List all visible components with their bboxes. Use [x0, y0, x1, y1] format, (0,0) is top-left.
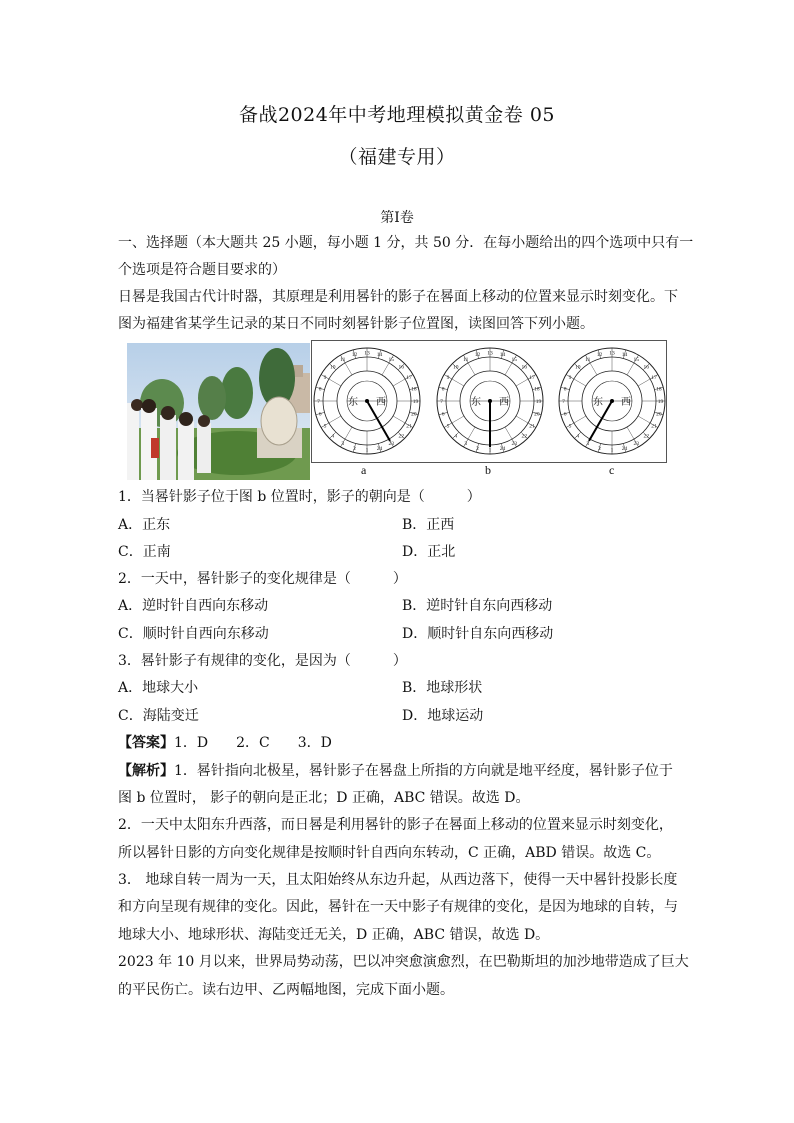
figure-label-a: a: [361, 463, 367, 477]
q2-option-b[interactable]: B．逆时针自东向西移动: [402, 598, 553, 614]
dial-hour-tick: 9: [323, 374, 327, 381]
answer-label: 【答案】: [118, 735, 174, 751]
dial-hour-tick: 22: [521, 433, 528, 440]
figure-label-b: b: [485, 463, 491, 477]
dial-hour-tick: 9: [446, 374, 450, 381]
analysis-line-4: 所以晷针日影的方向变化规律是按顺时针自西向东转动，C 正确，ABD 错误。故选 C。: [118, 845, 661, 861]
analysis-line-6: 和方向呈现有规律的变化。因此，晷针在一天中影子有规律的变化，是因为地球的自转，与: [118, 899, 678, 915]
next-intro-line-1: 2023 年 10 月以来，世界局势动荡，巴以冲突愈演愈烈，在巴勒斯坦的加沙地带造成了巨大: [118, 954, 689, 970]
analysis-label: 【解析】: [118, 763, 174, 779]
analysis-line-3: 2．一天中太阳东升西落，而日晷是利用晷针的影子在晷面上移动的位置来显示时刻变化，: [118, 817, 673, 833]
analysis-line-2: 图 b 位置时， 影子的朝向是正北；D 正确，ABC 错误。故选 D。: [118, 790, 530, 806]
dial-hour-tick: 13: [609, 350, 615, 357]
dial-west-label: 西: [499, 397, 509, 408]
q3-option-b[interactable]: B．地球形状: [402, 680, 483, 696]
dial-hour-tick: 11: [463, 356, 469, 363]
dial-hour-tick: 7: [317, 399, 320, 405]
intro-text: 日晷是我国古代计时器，其原理是利用晷针的影子在晷面上移动的位置来显示时刻变化。下: [118, 289, 678, 305]
dial-hour-tick: 4: [576, 433, 580, 440]
dial-hour-tick: 12: [351, 352, 358, 359]
dial-hour-tick: 16: [398, 364, 405, 371]
q1-option-c[interactable]: C．正南: [118, 544, 171, 560]
dial-hour-tick: 17: [529, 374, 535, 381]
dial-hour-tick: 7: [440, 399, 443, 405]
dial-hour-tick: 16: [643, 364, 650, 371]
sundial-dial: [314, 348, 420, 454]
dial-hour-tick: 18: [411, 386, 417, 393]
dial-hour-tick: 10: [329, 364, 336, 371]
q1-option-a[interactable]: A．正东: [118, 517, 171, 533]
dial-hour-tick: 17: [406, 374, 412, 381]
sundial-dial: [559, 348, 665, 454]
dial-hour-tick: 15: [388, 356, 394, 363]
page-title: 备战2024年中考地理模拟黄金卷 05: [238, 104, 556, 126]
dial-hour-tick: 20: [656, 411, 662, 418]
analysis-line-1: [118, 761, 678, 781]
dial-hour-tick: 4: [454, 433, 458, 440]
dial-hour-tick: 9: [568, 374, 572, 381]
analysis-text-1: 1．晷针指向北极星，晷针影子在晷盘上所指的方向就是地平经度，晷针影子位于: [174, 763, 673, 779]
dial-hour-tick: 14: [376, 352, 383, 359]
dial-east-label: 东: [593, 397, 603, 408]
dial-east-label: 东: [471, 397, 481, 408]
dial-hour-tick: 6: [441, 411, 445, 418]
intro-text-cont: 图为福建省某学生记录的某日不同时刻晷针影子位置图，读图回答下列小题。: [118, 316, 594, 332]
dial-hour-tick: 12: [474, 352, 481, 359]
dial-hour-tick: 17: [651, 374, 657, 381]
dial-hour-tick: 21: [651, 423, 657, 430]
dial-hour-tick: 15: [633, 356, 639, 363]
section-instruction: 一、选择题（本大题共 25 小题，每小题 1 分，共 50 分．在每小题给出的四个选项中只有一: [118, 235, 694, 251]
q3-option-d[interactable]: D．地球运动: [402, 708, 484, 724]
dial-hour-tick: 22: [643, 433, 650, 440]
dial-hour-tick: 24: [621, 445, 628, 452]
dial-hour-tick: 20: [411, 411, 417, 418]
analysis-line-5: 3． 地球自转一周为一天，且太阳始终从东边升起，从西边落下，使得一天中晷针投影长度: [118, 872, 678, 888]
dial-hour-tick: 23: [633, 441, 639, 448]
dial-hour-tick: 7: [562, 399, 565, 405]
dial-hour-tick: 14: [621, 352, 628, 359]
dial-hour-tick: 23: [388, 441, 394, 448]
dial-hour-tick: 16: [521, 364, 528, 371]
dial-east-label: 东: [348, 397, 358, 408]
answer-block: [118, 733, 678, 753]
question-2-stem: 2．一天中，晷针影子的变化规律是（ ）: [118, 571, 407, 587]
dial-hour-tick: 2: [353, 445, 356, 452]
dial-hour-tick: 20: [534, 411, 540, 418]
dial-hour-tick: 18: [534, 386, 540, 393]
q3-option-c[interactable]: C．海陆变迁: [118, 708, 199, 724]
dial-hour-tick: 19: [535, 399, 542, 405]
dial-hour-tick: 4: [331, 433, 335, 440]
page-subtitle: （福建专用）: [338, 146, 456, 168]
q2-option-d[interactable]: D．顺时针自东向西移动: [402, 626, 554, 642]
q2-option-a[interactable]: A．逆时针自西向东移动: [118, 598, 269, 614]
dial-hour-tick: 6: [318, 411, 322, 418]
dial-hour-tick: 2: [598, 445, 601, 452]
dial-hour-tick: 24: [499, 445, 506, 452]
dial-hour-tick: 5: [568, 423, 572, 430]
dial-hour-tick: 22: [398, 433, 405, 440]
q3-option-a[interactable]: A．地球大小: [118, 680, 199, 696]
sundial-diagrams: [311, 340, 667, 463]
dial-hour-tick: 19: [412, 399, 419, 405]
analysis-line-7: 地球大小、地球形状、海陆变迁无关，D 正确，ABC 错误，故选 D。: [118, 927, 550, 943]
dial-hour-tick: 23: [511, 441, 517, 448]
dial-hour-tick: 10: [452, 364, 459, 371]
dial-west-label: 西: [621, 397, 631, 408]
dial-hour-tick: 11: [340, 356, 346, 363]
dial-hour-tick: 1: [610, 447, 614, 454]
dial-hour-tick: 3: [341, 441, 345, 448]
dial-hour-tick: 13: [364, 350, 370, 357]
dial-hour-tick: 5: [446, 423, 450, 430]
dial-hour-tick: 14: [499, 352, 506, 359]
dial-hour-tick: 21: [406, 423, 412, 430]
sundial-figure: [127, 340, 667, 485]
q2-option-c[interactable]: C．顺时针自西向东移动: [118, 626, 269, 642]
answer-text: 1．D 2．C 3．D: [174, 735, 332, 751]
sundial-dial: [437, 348, 543, 454]
dial-hour-tick: 5: [323, 423, 327, 430]
q1-option-b[interactable]: B．正西: [402, 517, 455, 533]
dial-hour-tick: 3: [586, 441, 590, 448]
dial-hour-tick: 12: [596, 352, 603, 359]
dial-hour-tick: 10: [574, 364, 581, 371]
dial-hour-tick: 19: [657, 399, 664, 405]
dial-hour-tick: 11: [585, 356, 591, 363]
question-3-stem: 3．晷针影子有规律的变化，是因为（ ）: [118, 653, 407, 669]
volume-heading: 第Ⅰ卷: [380, 210, 414, 226]
dial-west-label: 西: [376, 397, 386, 408]
dial-hour-tick: 1: [365, 447, 369, 454]
dial-hour-tick: 21: [529, 423, 535, 430]
dial-hour-tick: 18: [656, 386, 662, 393]
dial-hour-tick: 2: [476, 445, 479, 452]
q1-option-d[interactable]: D．正北: [402, 544, 456, 560]
dial-hour-tick: 1: [488, 447, 492, 454]
dial-hour-tick: 8: [441, 386, 445, 393]
dial-hour-tick: 8: [318, 386, 322, 393]
question-1-stem: 1．当晷针影子位于图 b 位置时，影子的朝向是（ ）: [118, 489, 481, 505]
dial-hour-tick: 15: [511, 356, 517, 363]
dial-hour-tick: 6: [563, 411, 567, 418]
next-intro-line-2: 的平民伤亡。读右边甲、乙两幅地图，完成下面小题。: [118, 982, 454, 998]
dial-hour-tick: 24: [376, 445, 383, 452]
dial-hour-tick: 3: [464, 441, 468, 448]
dial-hour-tick: 13: [487, 350, 493, 357]
section-instruction-cont: 个选项是符合题目要求的）: [118, 262, 286, 278]
sundial-photo: [127, 343, 310, 480]
figure-label-c: c: [609, 463, 615, 477]
dial-hour-tick: 8: [563, 386, 567, 393]
